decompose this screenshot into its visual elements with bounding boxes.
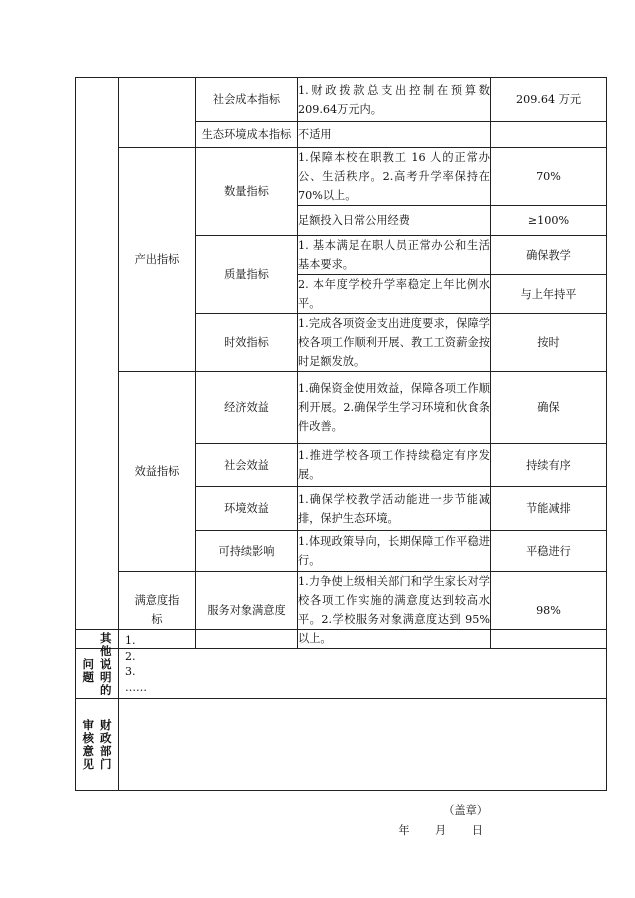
quality-value-1: 确保教学 [491, 236, 607, 275]
quantity-value-1: 70% [491, 148, 607, 206]
eco-cost-name: 生态环境成本指标 [196, 122, 298, 148]
other-issue-line-3: 3. [125, 665, 136, 678]
social-cost-name: 社会成本指标 [196, 78, 298, 122]
date-text: 年 月 日 [398, 823, 483, 837]
quality-content-2: 2. 本年度学校升学率稳定上年比例水平。 [298, 275, 491, 314]
other-issue-line-4: …… [125, 680, 147, 694]
quantity-content-2: 足额投入日常公用经费 [298, 206, 491, 236]
finance-review-label-col2: 审 核 意 见 [82, 717, 94, 771]
other-issues-label-col2: 问 题 [82, 656, 94, 684]
row-quantity-1 [76, 148, 607, 206]
row-social-cost [76, 78, 607, 122]
finance-review-content [119, 699, 607, 837]
environment-name: 环境效益 [196, 487, 298, 531]
economic-value: 确保 [491, 372, 607, 444]
satisfaction-name: 服务对象满意度 [196, 572, 298, 649]
other-issue-line-2: 2. [125, 649, 136, 663]
economic-name: 经济效益 [196, 372, 298, 444]
social-cost-content: 1.财政拨款总支出控制在预算数209.64万元内。 [298, 78, 491, 122]
sustainable-content: 1.体现政策导向，长期保障工作平稳进行。 [298, 531, 491, 572]
finance-review-label-col1: 财 政 部 门 [100, 717, 112, 771]
other-issue-line-1: 1. [125, 634, 136, 647]
social-benefit-content: 1.推进学校各项工作持续稳定有序发展。 [298, 444, 491, 487]
benefit-category: 效益指标 [119, 372, 196, 572]
satisfaction-content: 1.力争使上级相关部门和学生家长对学校各项工作实施的满意度达到较高水平。2.学校服务对象满意度达到 95%以上。 [298, 572, 491, 649]
cost-category-cell [119, 78, 196, 148]
other-issues-content [119, 630, 607, 699]
timeliness-value: 按时 [491, 314, 607, 372]
other-issues-label-col1: 其 他 说 明 的 [100, 630, 112, 697]
quality-value-2: 与上年持平 [491, 275, 607, 314]
quantity-content-1: 1.保障本校在职教工 16 人的正常办公、生活秩序。2.高考升学率保持在70%以上。 [298, 148, 491, 206]
quality-content-1: 1. 基本满足在职人员正常办公和生活基本要求。 [298, 236, 491, 275]
finance-review-label [76, 699, 119, 791]
quantity-value-2: ≥100% [491, 206, 607, 236]
quality-name: 质量指标 [196, 236, 298, 314]
sustainable-value: 平稳进行 [491, 531, 607, 572]
timeliness-content: 1.完成各项资金支出进度要求，保障学校各项工作顺利开展、教工工资薪金按时足额发放。 [298, 314, 491, 372]
notes-table [75, 629, 607, 837]
quantity-name: 数量指标 [196, 148, 298, 236]
eco-cost-value [491, 122, 607, 148]
social-benefit-value: 持续有序 [491, 444, 607, 487]
timeliness-name: 时效指标 [196, 314, 298, 372]
economic-content: 1.确保资金使用效益，保障各项工作顺利开展。2.确保学生学习环境和伙食条件改善。 [298, 372, 491, 444]
satisfaction-category: 满意度指标 [119, 572, 196, 649]
performance-indicator-table [75, 77, 607, 649]
seal-text: （盖章） [443, 803, 488, 817]
environment-value: 节能减排 [491, 487, 607, 531]
other-issues-label [76, 630, 119, 699]
social-cost-value: 209.64 万元 [491, 78, 607, 122]
environment-content: 1.确保学校教学活动能进一步节能减排，保护生态环境。 [298, 487, 491, 531]
row-economic [76, 372, 607, 444]
left-blank-column [76, 78, 119, 649]
output-category: 产出指标 [119, 148, 196, 372]
social-benefit-name: 社会效益 [196, 444, 298, 487]
sustainable-name: 可持续影响 [196, 531, 298, 572]
satisfaction-value: 98% [491, 572, 607, 649]
row-finance-review [76, 699, 607, 791]
eco-cost-content: 不适用 [298, 122, 491, 148]
row-other-issues [76, 630, 607, 699]
